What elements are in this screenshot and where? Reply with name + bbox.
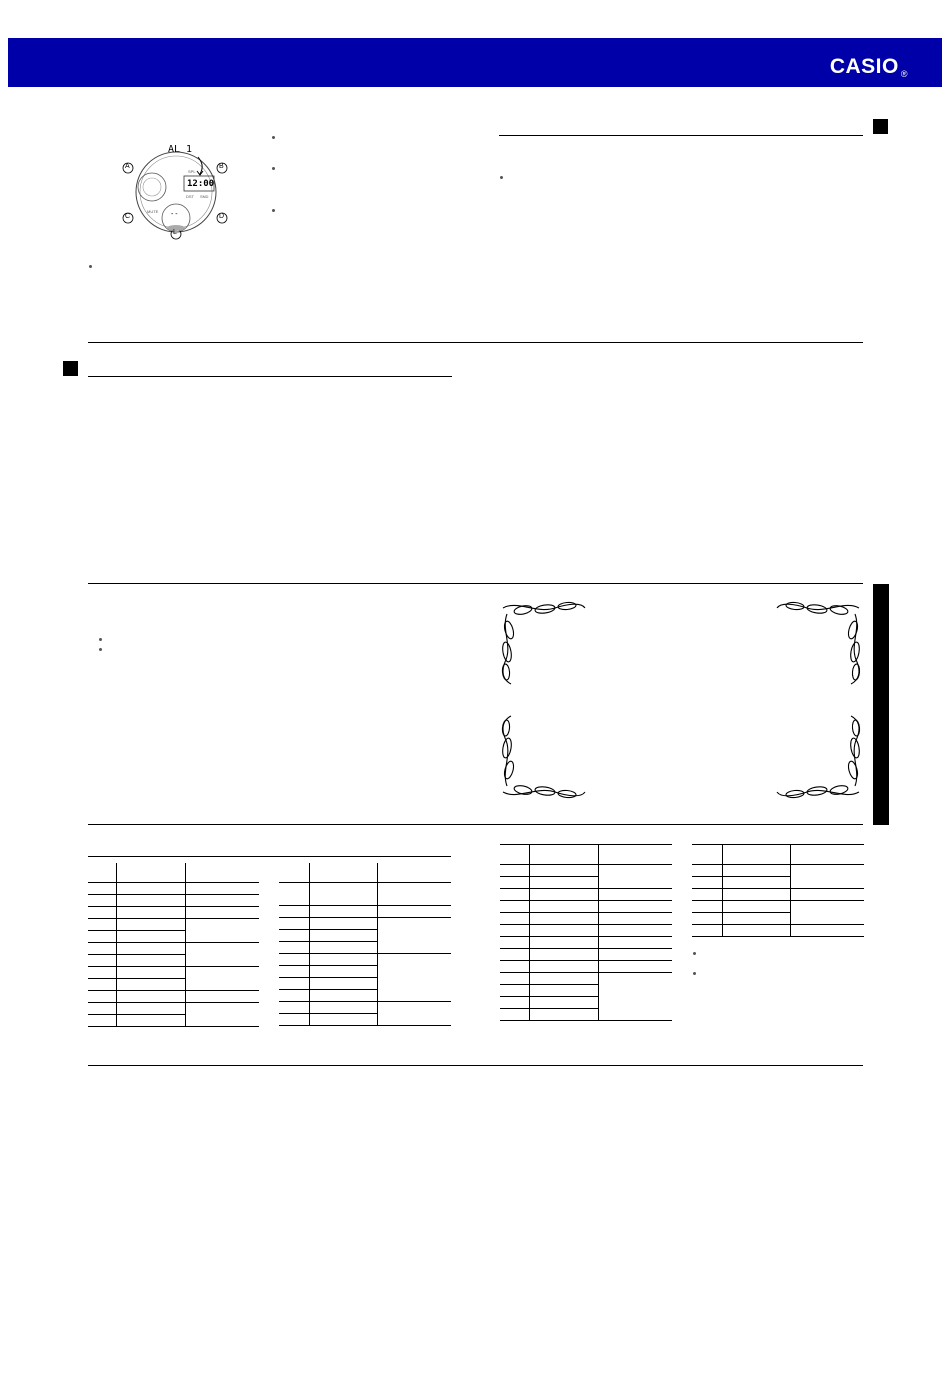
- table-row: [500, 985, 672, 997]
- watch-diagram: [118, 140, 238, 240]
- table-row: [500, 889, 672, 901]
- page-divider: [88, 1065, 863, 1066]
- bullet-dot-icon: [272, 136, 275, 139]
- table-row: [500, 901, 672, 913]
- table-row: [500, 973, 672, 985]
- bullet-dot-icon: [99, 648, 102, 651]
- bullet-dot-icon: [272, 167, 275, 170]
- table-row: [500, 925, 672, 937]
- table-row: [88, 895, 259, 907]
- table-row: [500, 961, 672, 973]
- table-row: [88, 943, 259, 955]
- table-row: [500, 865, 672, 877]
- section-rule: [499, 135, 863, 136]
- button-a: A: [125, 163, 130, 170]
- table-row: [500, 997, 672, 1009]
- mute-label: MUTE: [147, 209, 159, 214]
- table-header-row: [692, 845, 864, 865]
- flourish-corner-icon: [497, 600, 865, 800]
- table-row: [279, 966, 451, 978]
- table-row: [279, 954, 451, 966]
- spl-label: SPL: [188, 169, 196, 174]
- page-divider: [88, 583, 863, 584]
- bullet-dot-icon: [272, 209, 275, 212]
- table-row: [500, 937, 672, 949]
- bullet-dot-icon: [99, 638, 102, 641]
- section-rule: [88, 376, 452, 377]
- table-row: [279, 942, 451, 954]
- table-row: [88, 991, 259, 1003]
- alarm-label: AL 1: [168, 144, 193, 155]
- display-time: 12:00: [187, 179, 215, 189]
- section-marker-icon: [873, 119, 888, 134]
- brand-logo: CASIO ®: [829, 55, 908, 79]
- data-table-1: [88, 863, 259, 1027]
- table-row: [279, 990, 451, 1002]
- table-row: [692, 865, 864, 877]
- table-header-row: [279, 863, 451, 883]
- table-row: [279, 918, 451, 930]
- table-row: [88, 967, 259, 979]
- bullet-dot-icon: [693, 952, 696, 955]
- data-table-2: [279, 863, 451, 1026]
- flourish-frame: [497, 600, 865, 800]
- page-divider: [88, 342, 863, 343]
- table-row: [88, 883, 259, 895]
- table-row: [88, 1003, 259, 1015]
- section-marker-icon: [63, 361, 78, 376]
- table-header-row: [88, 863, 259, 883]
- dst-label: DST: [186, 194, 194, 199]
- table-row: [279, 978, 451, 990]
- button-c: C: [125, 213, 131, 220]
- page-divider: [88, 824, 863, 825]
- snd-label: SND: [200, 194, 209, 199]
- side-tab: [873, 584, 889, 825]
- table-row: [88, 919, 259, 931]
- table-row: [500, 877, 672, 889]
- watch-illustration: [118, 140, 238, 240]
- table-row: [88, 955, 259, 967]
- bullet-dot-icon: [693, 972, 696, 975]
- table-row: [692, 901, 864, 913]
- table-row: [692, 925, 864, 937]
- table-header-row: [500, 845, 672, 865]
- bullet-dot-icon: [89, 265, 92, 268]
- table-row: [500, 949, 672, 961]
- table-row: [279, 906, 451, 918]
- button-l: L: [173, 229, 177, 236]
- table-row: [88, 931, 259, 943]
- header-bar: [8, 38, 942, 87]
- button-b: B: [219, 163, 224, 170]
- table-row: [500, 913, 672, 925]
- table-row: [279, 930, 451, 942]
- table-row: [88, 907, 259, 919]
- bullet-dot-icon: [500, 176, 503, 179]
- table-row: [692, 913, 864, 925]
- table-rule: [88, 856, 451, 857]
- table-row: [279, 1002, 451, 1014]
- sub-dial-text: - -: [171, 211, 178, 218]
- table-row: [88, 1015, 259, 1027]
- table-row: [500, 1009, 672, 1021]
- button-d: D: [219, 213, 225, 220]
- table-row: [88, 979, 259, 991]
- table-row: [692, 877, 864, 889]
- table-row: [279, 1014, 451, 1026]
- table-row: [692, 889, 864, 901]
- data-table-3: [500, 845, 672, 1021]
- table-row: [279, 883, 451, 906]
- data-table-4: [692, 845, 864, 937]
